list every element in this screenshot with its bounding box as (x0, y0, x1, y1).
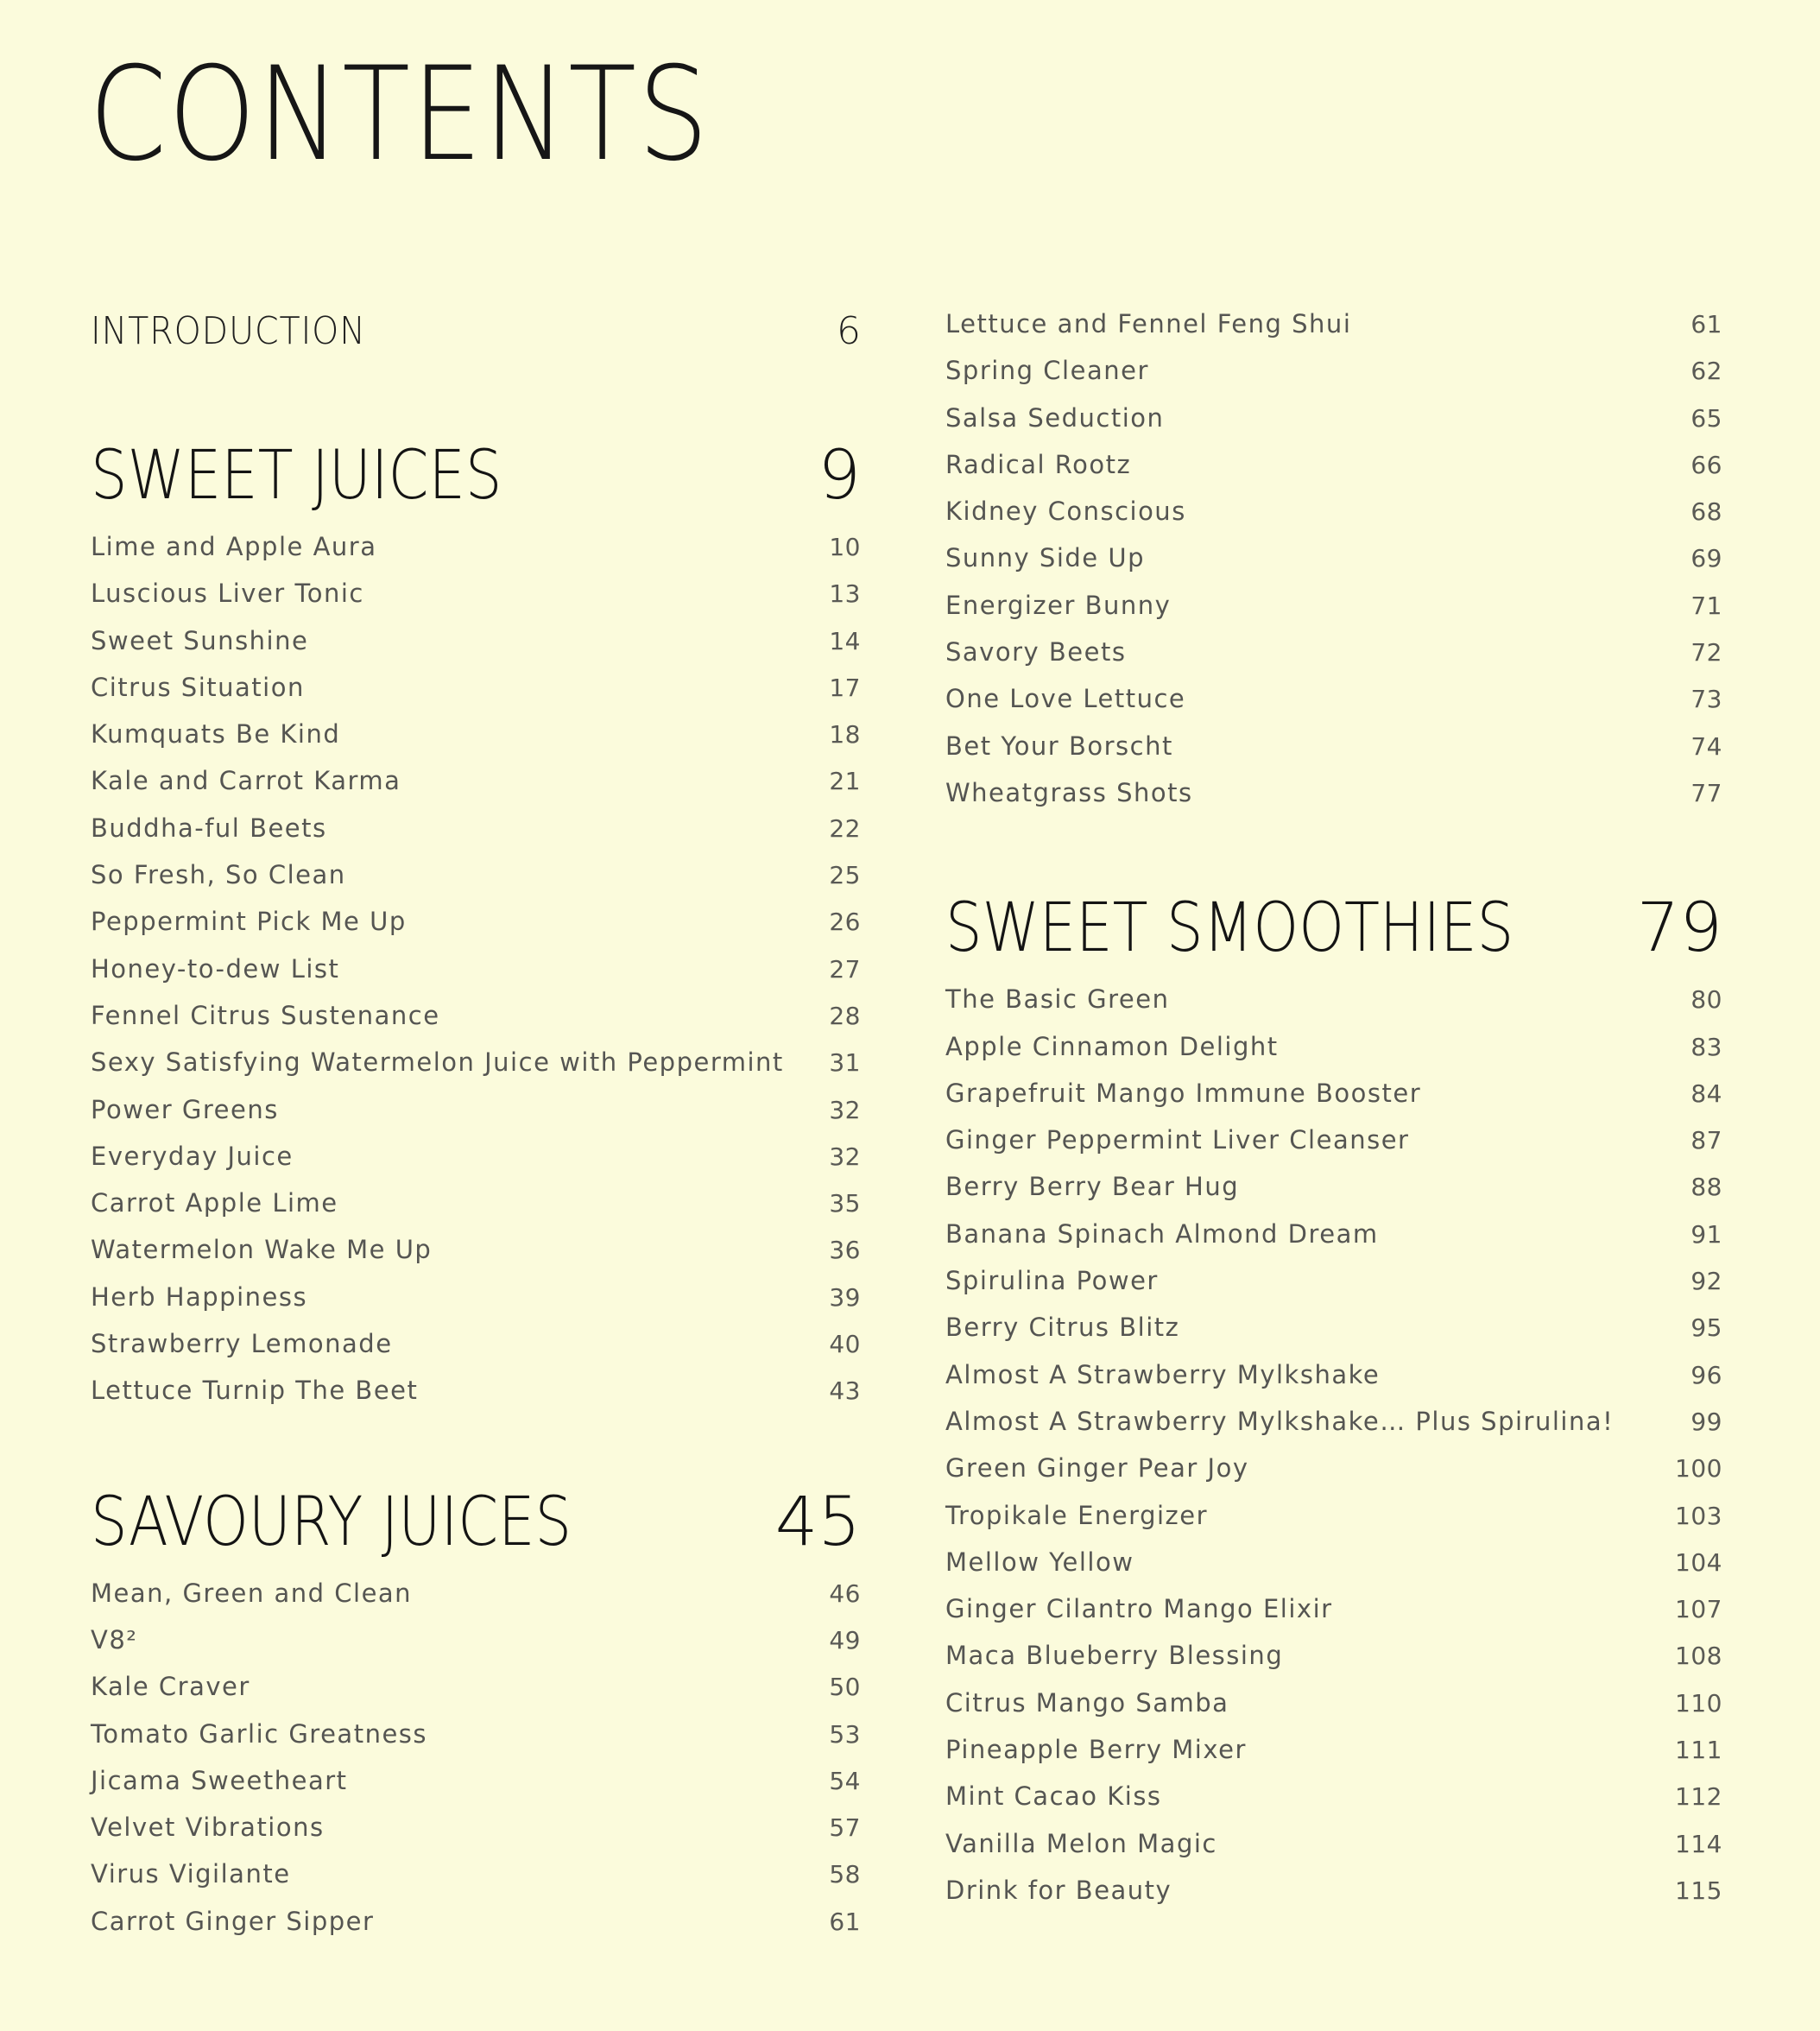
toc-entry-page-number: 73 (1690, 685, 1722, 714)
toc-entry-title: Carrot Apple Lime (91, 1188, 338, 1218)
toc-entry-page-number: 50 (829, 1673, 861, 1702)
toc-list (91, 1579, 861, 1953)
toc-entry[interactable] (945, 1079, 1722, 1125)
toc-entry-page-number: 35 (829, 1189, 861, 1218)
toc-entry-page-number: 68 (1690, 497, 1722, 527)
toc-entry-title: Maca Blueberry Blessing (945, 1641, 1284, 1671)
toc-entry[interactable] (945, 1407, 1722, 1453)
section-page-number: 45 (774, 1483, 861, 1561)
toc-entry-page-number: 32 (829, 1142, 861, 1171)
toc-entry-page-number: 66 (1690, 450, 1722, 479)
section-savoury-juices (91, 1484, 861, 1953)
toc-entry[interactable] (945, 403, 1722, 450)
toc-entry-page-number: 91 (1690, 1219, 1722, 1249)
toc-entry-title: Banana Spinach Almond Dream (945, 1218, 1379, 1249)
toc-entry[interactable] (945, 1172, 1722, 1218)
toc-entry[interactable] (945, 1547, 1722, 1594)
toc-entry-title: Radical Rootz (945, 449, 1132, 479)
toc-entry-title: Luscious Liver Tonic (91, 579, 364, 609)
toc-entry-page-number: 53 (829, 1719, 861, 1749)
toc-entry-title: Fennel Citrus Sustenance (91, 1000, 440, 1030)
toc-entry-title: Lettuce Turnip The Beet (91, 1376, 419, 1406)
toc-entry[interactable] (91, 1813, 861, 1859)
toc-entry-page-number: 100 (1675, 1454, 1722, 1484)
toc-entry[interactable] (945, 731, 1722, 778)
toc-entry-page-number: 69 (1690, 544, 1722, 573)
toc-list (91, 532, 861, 1423)
toc-entry[interactable] (945, 1594, 1722, 1641)
toc-entry-page-number: 65 (1690, 403, 1722, 433)
toc-entry-page-number: 92 (1690, 1267, 1722, 1296)
toc-entry-title: Berry Berry Bear Hug (945, 1172, 1240, 1202)
toc-entry-page-number: 77 (1690, 778, 1722, 807)
toc-entry[interactable] (91, 626, 861, 673)
toc-entry-title: Almost A Strawberry Mylkshake (945, 1359, 1381, 1389)
toc-entry[interactable] (945, 356, 1722, 402)
toc-entry-page-number: 10 (829, 533, 861, 561)
toc-entry-title: Mean, Green and Clean (91, 1578, 413, 1608)
toc-entry-title: Green Ginger Pear Joy (945, 1453, 1249, 1484)
toc-entry-page-number: 43 (829, 1376, 861, 1406)
toc-entry-title: Spring Cleaner (945, 356, 1149, 386)
toc-entry-page-number: 27 (829, 954, 861, 984)
toc-entry-title: Velvet Vibrations (91, 1813, 325, 1843)
toc-entry[interactable] (945, 1266, 1722, 1313)
toc-entry-title: Savory Beets (945, 637, 1127, 668)
toc-entry-page-number: 96 (1690, 1360, 1722, 1389)
toc-entry-page-number: 108 (1675, 1642, 1722, 1671)
toc-entry[interactable] (945, 1032, 1722, 1079)
toc-entry[interactable] (945, 1453, 1722, 1500)
section-title: SWEET JUICES (91, 437, 502, 515)
toc-entry-page-number: 88 (1690, 1173, 1722, 1202)
toc-entry[interactable] (945, 637, 1722, 684)
section-heading[interactable] (91, 437, 861, 523)
toc-list-continued (945, 309, 1722, 825)
section-title: SAVOURY JUICES (91, 1483, 572, 1561)
toc-entry-page-number: 84 (1690, 1079, 1722, 1108)
toc-entry-title: Citrus Mango Samba (945, 1687, 1229, 1718)
toc-entry-title: One Love Lettuce (945, 684, 1186, 714)
toc-entry[interactable] (91, 579, 861, 625)
toc-entry-page-number: 18 (829, 720, 861, 750)
toc-entry[interactable] (945, 1219, 1722, 1266)
toc-entry[interactable] (945, 1360, 1722, 1407)
toc-entry-page-number: 83 (1690, 1032, 1722, 1061)
toc-entry-title: Berry Citrus Blitz (945, 1313, 1180, 1343)
toc-entry[interactable] (91, 1859, 861, 1906)
toc-entry[interactable] (945, 1688, 1722, 1735)
toc-entry-title: Everyday Juice (91, 1141, 294, 1171)
toc-entry[interactable] (945, 450, 1722, 497)
toc-entry-page-number: 111 (1675, 1736, 1722, 1765)
toc-entry-page-number: 87 (1690, 1126, 1722, 1155)
toc-entry-title: Drink for Beauty (945, 1875, 1172, 1905)
toc-entry-title: Almost A Strawberry Mylkshake… Plus Spirulina! (945, 1406, 1615, 1436)
toc-entry-page-number: 110 (1675, 1688, 1722, 1718)
toc-entry-title: Apple Cinnamon Delight (945, 1031, 1279, 1061)
toc-entry-title: Lime and Apple Aura (91, 532, 377, 561)
toc-entry-page-number: 28 (829, 1001, 861, 1030)
left-column (91, 309, 861, 1953)
toc-entry-page-number: 17 (829, 673, 861, 702)
toc-entry-page-number: 13 (829, 579, 861, 609)
toc-entry-title: Kumquats Be Kind (91, 719, 341, 750)
toc-list (945, 984, 1722, 1922)
toc-entry-page-number: 61 (829, 1907, 861, 1936)
toc-entry-page-number: 21 (829, 767, 861, 796)
toc-entry-title: Sexy Satisfying Watermelon Juice with Peppermint (91, 1047, 784, 1078)
toc-entry[interactable] (945, 1641, 1722, 1687)
toc-entry-title: Herb Happiness (91, 1281, 308, 1312)
toc-entry-title: Mellow Yellow (945, 1547, 1134, 1577)
toc-entry[interactable] (945, 1735, 1722, 1781)
toc-entry[interactable] (91, 1625, 861, 1672)
toc-entry-page-number: 22 (829, 813, 861, 843)
toc-entry-page-number: 95 (1690, 1313, 1722, 1343)
toc-entry[interactable] (91, 1719, 861, 1766)
section-sweet-smoothies (945, 889, 1722, 1922)
toc-entry-title: So Fresh, So Clean (91, 860, 346, 890)
toc-entry[interactable] (91, 813, 861, 860)
toc-entry[interactable] (91, 1282, 861, 1329)
toc-entry-page-number: 25 (829, 861, 861, 890)
toc-entry-page-number: 104 (1675, 1547, 1722, 1577)
toc-entry-title: Pineapple Berry Mixer (945, 1735, 1247, 1765)
toc-entry-page-number: 115 (1675, 1876, 1722, 1905)
toc-entry-title: Jicama Sweetheart (91, 1765, 348, 1795)
toc-entry-page-number: 80 (1690, 985, 1722, 1015)
toc-entry-title: Lettuce and Fennel Feng Shui (945, 309, 1352, 338)
toc-entry-title: Watermelon Wake Me Up (91, 1235, 433, 1265)
toc-entry[interactable] (945, 1313, 1722, 1359)
toc-entry-page-number: 71 (1690, 591, 1722, 620)
toc-entry[interactable] (91, 1188, 861, 1235)
toc-entry-page-number: 107 (1675, 1595, 1722, 1624)
toc-entry[interactable] (91, 1672, 861, 1718)
toc-entry[interactable] (91, 766, 861, 813)
section-page-number: 9 (818, 437, 861, 515)
toc-entry[interactable] (945, 1876, 1722, 1922)
toc-entry-title: Kale Craver (91, 1672, 250, 1702)
toc-entry[interactable] (91, 860, 861, 907)
toc-entry-title: Energizer Bunny (945, 590, 1172, 620)
toc-entry-title: Carrot Ginger Sipper (91, 1906, 375, 1936)
toc-entry-title: V8² (91, 1624, 138, 1655)
toc-entry-page-number: 58 (829, 1860, 861, 1889)
toc-entry-title: Wheatgrass Shots (945, 777, 1193, 807)
toc-entry-page-number: 32 (829, 1095, 861, 1124)
toc-entry-title: Grapefruit Mango Immune Booster (945, 1078, 1422, 1108)
toc-entry-title: Strawberry Lemonade (91, 1329, 393, 1359)
toc-entry-title: Sweet Sunshine (91, 625, 309, 655)
toc-entry[interactable] (91, 1579, 861, 1625)
introduction-page-number: 6 (837, 309, 861, 353)
toc-entry[interactable] (945, 684, 1722, 731)
toc-entry-page-number: 14 (829, 626, 861, 655)
toc-entry[interactable] (945, 1829, 1722, 1876)
toc-entry-page-number: 114 (1675, 1829, 1722, 1858)
toc-entry[interactable] (945, 1125, 1722, 1172)
toc-entry[interactable] (91, 1095, 861, 1142)
toc-entry-title: Spirulina Power (945, 1266, 1159, 1296)
toc-entry-title: Mint Cacao Kiss (945, 1781, 1162, 1812)
toc-entry[interactable] (91, 532, 861, 579)
toc-entry[interactable] (945, 778, 1722, 825)
toc-entry-page-number: 36 (829, 1236, 861, 1265)
toc-entry[interactable] (945, 543, 1722, 590)
toc-entry[interactable] (945, 1501, 1722, 1547)
toc-entry-page-number: 54 (829, 1766, 861, 1795)
toc-entry-page-number: 40 (829, 1330, 861, 1359)
section-page-number: 79 (1636, 889, 1722, 968)
toc-entry[interactable] (91, 1001, 861, 1047)
toc-entry-page-number: 46 (829, 1579, 861, 1608)
right-column (945, 309, 1722, 1922)
toc-entry-title: Honey-to-dew List (91, 953, 340, 984)
toc-entry-page-number: 103 (1675, 1501, 1722, 1530)
section-title: SWEET SMOOTHIES (945, 889, 1514, 968)
toc-entry-page-number: 112 (1675, 1782, 1722, 1812)
toc-entry[interactable] (91, 1376, 861, 1422)
toc-entry-page-number: 62 (1690, 357, 1722, 386)
toc-entry[interactable] (91, 1235, 861, 1281)
toc-entry[interactable] (91, 1766, 861, 1813)
toc-entry-title: Power Greens (91, 1094, 279, 1124)
toc-entry-page-number: 74 (1690, 731, 1722, 761)
toc-entry-title: Kale and Carrot Karma (91, 766, 401, 796)
toc-entry-title: Virus Vigilante (91, 1859, 291, 1889)
toc-entry-title: Peppermint Pick Me Up (91, 907, 407, 937)
toc-entry[interactable] (91, 1907, 861, 1953)
section-heading[interactable] (945, 889, 1722, 976)
toc-entry-title: The Basic Green (945, 984, 1170, 1015)
introduction-entry[interactable] (91, 309, 861, 366)
toc-entry-title: Citrus Situation (91, 672, 305, 702)
toc-entry-page-number: 49 (829, 1625, 861, 1655)
toc-entry[interactable] (91, 673, 861, 719)
introduction-title: INTRODUCTION (91, 309, 366, 353)
toc-entry-title: Bet Your Borscht (945, 731, 1173, 761)
toc-entry[interactable] (945, 497, 1722, 543)
page-title: CONTENTS (89, 40, 711, 190)
toc-entry[interactable] (91, 954, 861, 1001)
toc-entry-page-number: 99 (1690, 1407, 1722, 1436)
toc-entry-title: Kidney Conscious (945, 497, 1186, 527)
toc-entry-page-number: 26 (829, 908, 861, 937)
toc-entry-title: Vanilla Melon Magic (945, 1828, 1217, 1858)
toc-entry-title: Salsa Seduction (945, 402, 1165, 433)
toc-entry-page-number: 61 (1690, 310, 1722, 338)
toc-entry[interactable] (91, 719, 861, 766)
toc-entry[interactable] (91, 907, 861, 953)
toc-entry[interactable] (945, 309, 1722, 356)
toc-entry-page-number: 72 (1690, 638, 1722, 668)
section-sweet-juices (91, 437, 861, 1423)
toc-entry[interactable] (945, 984, 1722, 1031)
toc-entry[interactable] (945, 591, 1722, 637)
toc-entry-title: Tropikale Energizer (945, 1500, 1209, 1530)
toc-entry[interactable] (91, 1329, 861, 1376)
toc-entry-title: Buddha-ful Beets (91, 813, 327, 843)
toc-entry-page-number: 57 (829, 1813, 861, 1843)
toc-entry-page-number: 31 (829, 1048, 861, 1078)
toc-entry-title: Sunny Side Up (945, 543, 1145, 573)
toc-entry-title: Ginger Cilantro Mango Elixir (945, 1594, 1333, 1624)
toc-entry[interactable] (91, 1047, 861, 1094)
toc-entry-page-number: 39 (829, 1282, 861, 1312)
toc-entry[interactable] (945, 1781, 1722, 1828)
toc-entry-title: Ginger Peppermint Liver Cleanser (945, 1125, 1410, 1155)
section-heading[interactable] (91, 1484, 861, 1570)
toc-entry-title: Tomato Garlic Greatness (91, 1718, 428, 1749)
toc-entry[interactable] (91, 1142, 861, 1188)
